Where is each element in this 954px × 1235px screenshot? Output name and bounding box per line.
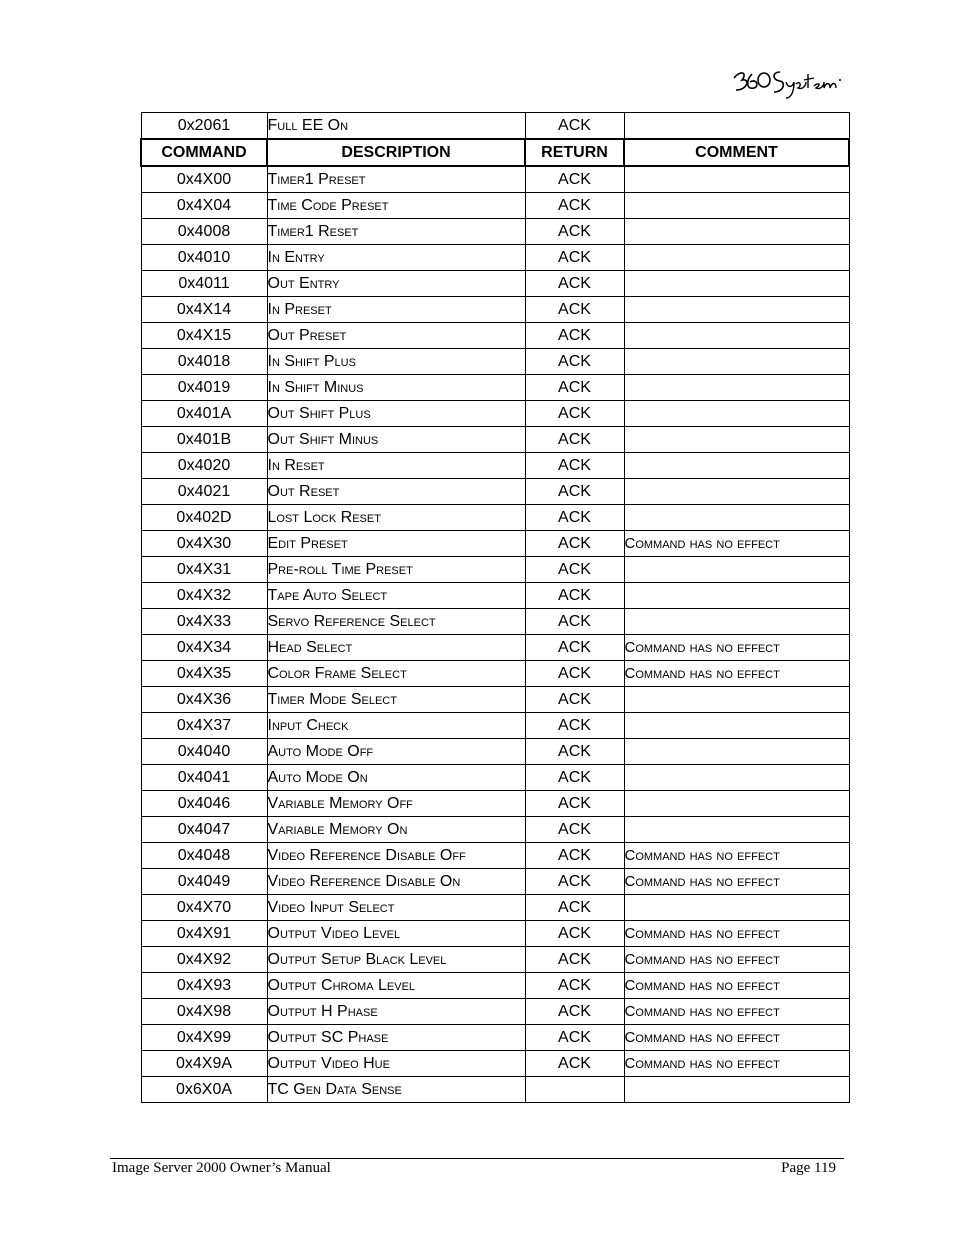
return-cell: ACK (525, 583, 624, 609)
command-cell: 0x4X04 (141, 193, 267, 219)
table-row (141, 895, 849, 921)
command-cell: 0x4X70 (141, 895, 267, 921)
table-row (141, 713, 849, 739)
command-cell: 0x4010 (141, 245, 267, 271)
description-cell: In Entry (267, 245, 525, 271)
return-cell: ACK (525, 843, 624, 869)
command-cell: 0x4047 (141, 817, 267, 843)
return-cell: ACK (525, 349, 624, 375)
description-cell: Out Shift Plus (267, 401, 525, 427)
comment-cell (624, 401, 849, 427)
footer-divider (110, 1158, 844, 1159)
return-cell: ACK (525, 609, 624, 635)
command-cell: 0x4049 (141, 869, 267, 895)
table-row (141, 661, 849, 687)
command-cell: 0x401B (141, 427, 267, 453)
command-cell: 0x401A (141, 401, 267, 427)
footer-page-number: Page 119 (781, 1160, 836, 1176)
return-cell: ACK (525, 1025, 624, 1051)
description-cell: Servo Reference Select (267, 609, 525, 635)
table-row (141, 1077, 849, 1103)
return-cell: ACK (525, 661, 624, 687)
description-cell: In Preset (267, 297, 525, 323)
description-cell: Tape Auto Select (267, 583, 525, 609)
table-row (141, 869, 849, 895)
description-cell: Output Chroma Level (267, 973, 525, 999)
command-cell: 0x402D (141, 505, 267, 531)
table-row (141, 687, 849, 713)
return-cell: ACK (525, 453, 624, 479)
comment-cell (624, 713, 849, 739)
table-row (141, 739, 849, 765)
command-cell: 0x4X31 (141, 557, 267, 583)
comment-cell (624, 791, 849, 817)
table-row (141, 193, 849, 219)
description-cell: Timer Mode Select (267, 687, 525, 713)
comment-cell (624, 479, 849, 505)
table-row (141, 791, 849, 817)
table-row (141, 557, 849, 583)
command-cell: 0x4019 (141, 375, 267, 401)
description-cell: TC Gen Data Sense (267, 1077, 525, 1103)
description-cell: Auto Mode Off (267, 739, 525, 765)
return-cell: ACK (525, 479, 624, 505)
comment-cell (624, 453, 849, 479)
comment-cell (624, 505, 849, 531)
table-row (141, 375, 849, 401)
description-cell: Pre-roll Time Preset (267, 557, 525, 583)
description-cell: Timer1 Reset (267, 219, 525, 245)
command-cell: 0x4X9A (141, 1051, 267, 1077)
return-cell: ACK (525, 869, 624, 895)
return-cell: ACK (525, 791, 624, 817)
command-cell: 0x4X32 (141, 583, 267, 609)
table-row (141, 505, 849, 531)
description-cell: Output Video Hue (267, 1051, 525, 1077)
table-row (141, 583, 849, 609)
comment-cell (624, 297, 849, 323)
return-cell: ACK (525, 271, 624, 297)
table-row (141, 531, 849, 557)
return-cell: ACK (525, 1051, 624, 1077)
return-cell: ACK (525, 817, 624, 843)
description-cell: Out Shift Minus (267, 427, 525, 453)
comment-cell (624, 609, 849, 635)
column-header-description: DESCRIPTION (267, 139, 525, 166)
return-cell: ACK (525, 427, 624, 453)
comment-cell (624, 245, 849, 271)
comment-cell (624, 739, 849, 765)
command-table (140, 112, 850, 1103)
command-cell: 0x4X98 (141, 999, 267, 1025)
command-cell: 0x4018 (141, 349, 267, 375)
comment-cell (624, 193, 849, 219)
comment-cell: Command has no effect (624, 531, 849, 557)
comment-cell (624, 817, 849, 843)
command-cell: 0x4041 (141, 765, 267, 791)
table-row (141, 947, 849, 973)
command-cell: 0x4X34 (141, 635, 267, 661)
command-cell: 0x4011 (141, 271, 267, 297)
table-row (141, 245, 849, 271)
table-row (141, 1051, 849, 1077)
description-cell: Lost Lock Reset (267, 505, 525, 531)
command-cell: 0x4X33 (141, 609, 267, 635)
table-row (141, 349, 849, 375)
description-cell: Video Input Select (267, 895, 525, 921)
comment-cell: Command has no effect (624, 869, 849, 895)
comment-cell (624, 166, 849, 193)
description-cell: Output SC Phase (267, 1025, 525, 1051)
description-cell: Video Reference Disable On (267, 869, 525, 895)
description-cell: In Shift Plus (267, 349, 525, 375)
return-cell: ACK (525, 947, 624, 973)
comment-cell (624, 375, 849, 401)
description-cell: Output Video Level (267, 921, 525, 947)
return-cell: ACK (525, 739, 624, 765)
comment-cell: Command has no effect (624, 973, 849, 999)
comment-cell: Command has no effect (624, 635, 849, 661)
column-header-comment: COMMENT (624, 139, 849, 166)
comment-cell (624, 557, 849, 583)
table-row (141, 973, 849, 999)
return-cell (525, 1077, 624, 1103)
command-cell: 0x2061 (141, 113, 267, 140)
command-cell: 0x4X99 (141, 1025, 267, 1051)
comment-cell: Command has no effect (624, 1051, 849, 1077)
description-cell: Out Reset (267, 479, 525, 505)
comment-cell (624, 687, 849, 713)
comment-cell (624, 765, 849, 791)
return-cell: ACK (525, 297, 624, 323)
table-row (141, 1025, 849, 1051)
comment-cell (624, 113, 849, 140)
table-row (141, 166, 849, 193)
comment-cell: Command has no effect (624, 843, 849, 869)
table-row (141, 297, 849, 323)
command-cell: 0x4X15 (141, 323, 267, 349)
command-cell: 0x4008 (141, 219, 267, 245)
table-row (141, 479, 849, 505)
table-row (141, 271, 849, 297)
return-cell: ACK (525, 531, 624, 557)
command-cell: 0x4048 (141, 843, 267, 869)
description-cell: In Reset (267, 453, 525, 479)
description-cell: Head Select (267, 635, 525, 661)
return-cell: ACK (525, 687, 624, 713)
return-cell: ACK (525, 219, 624, 245)
description-cell: Variable Memory Off (267, 791, 525, 817)
description-cell: Edit Preset (267, 531, 525, 557)
description-cell: Auto Mode On (267, 765, 525, 791)
return-cell: ACK (525, 895, 624, 921)
command-cell: 0x4X37 (141, 713, 267, 739)
description-cell: In Shift Minus (267, 375, 525, 401)
table-row (141, 609, 849, 635)
comment-cell (624, 1077, 849, 1103)
table-row (141, 765, 849, 791)
description-cell: Video Reference Disable Off (267, 843, 525, 869)
comment-cell (624, 271, 849, 297)
description-cell: Variable Memory On (267, 817, 525, 843)
command-cell: 0x4046 (141, 791, 267, 817)
return-cell: ACK (525, 765, 624, 791)
description-cell: Full EE On (267, 113, 525, 140)
comment-cell: Command has no effect (624, 1025, 849, 1051)
table-row (141, 817, 849, 843)
description-cell: Input Check (267, 713, 525, 739)
comment-cell (624, 323, 849, 349)
return-cell: ACK (525, 113, 624, 140)
table-row (141, 427, 849, 453)
return-cell: ACK (525, 323, 624, 349)
return-cell: ACK (525, 973, 624, 999)
comment-cell: Command has no effect (624, 947, 849, 973)
company-logo (730, 64, 842, 100)
return-cell: ACK (525, 166, 624, 193)
description-cell: Out Preset (267, 323, 525, 349)
comment-cell (624, 583, 849, 609)
comment-cell: Command has no effect (624, 921, 849, 947)
return-cell: ACK (525, 245, 624, 271)
comment-cell (624, 219, 849, 245)
return-cell: ACK (525, 921, 624, 947)
table-row (141, 843, 849, 869)
command-cell: 0x4X92 (141, 947, 267, 973)
return-cell: ACK (525, 713, 624, 739)
description-cell: Out Entry (267, 271, 525, 297)
command-cell: 0x4040 (141, 739, 267, 765)
column-header-command: COMMAND (141, 139, 267, 166)
command-cell: 0x6X0A (141, 1077, 267, 1103)
command-cell: 0x4X00 (141, 166, 267, 193)
command-cell: 0x4021 (141, 479, 267, 505)
return-cell: ACK (525, 557, 624, 583)
command-cell: 0x4020 (141, 453, 267, 479)
table-row (141, 921, 849, 947)
table-row (141, 113, 849, 140)
comment-cell (624, 349, 849, 375)
description-cell: Output Setup Black Level (267, 947, 525, 973)
command-cell: 0x4X93 (141, 973, 267, 999)
table-row (141, 401, 849, 427)
return-cell: ACK (525, 375, 624, 401)
return-cell: ACK (525, 635, 624, 661)
command-cell: 0x4X30 (141, 531, 267, 557)
table-row (141, 635, 849, 661)
description-cell: Output H Phase (267, 999, 525, 1025)
table-row (141, 999, 849, 1025)
description-cell: Timer1 Preset (267, 166, 525, 193)
return-cell: ACK (525, 401, 624, 427)
return-cell: ACK (525, 193, 624, 219)
table-row (141, 323, 849, 349)
table-row (141, 219, 849, 245)
comment-cell: Command has no effect (624, 999, 849, 1025)
description-cell: Color Frame Select (267, 661, 525, 687)
command-cell: 0x4X91 (141, 921, 267, 947)
command-cell: 0x4X36 (141, 687, 267, 713)
return-cell: ACK (525, 505, 624, 531)
comment-cell (624, 895, 849, 921)
command-cell: 0x4X14 (141, 297, 267, 323)
comment-cell (624, 427, 849, 453)
description-cell: Time Code Preset (267, 193, 525, 219)
return-cell: ACK (525, 999, 624, 1025)
table-header-row (141, 139, 849, 166)
footer-manual-title: Image Server 2000 Owner’s Manual (112, 1160, 331, 1176)
table-row (141, 453, 849, 479)
comment-cell: Command has no effect (624, 661, 849, 687)
command-cell: 0x4X35 (141, 661, 267, 687)
column-header-return: RETURN (525, 139, 624, 166)
